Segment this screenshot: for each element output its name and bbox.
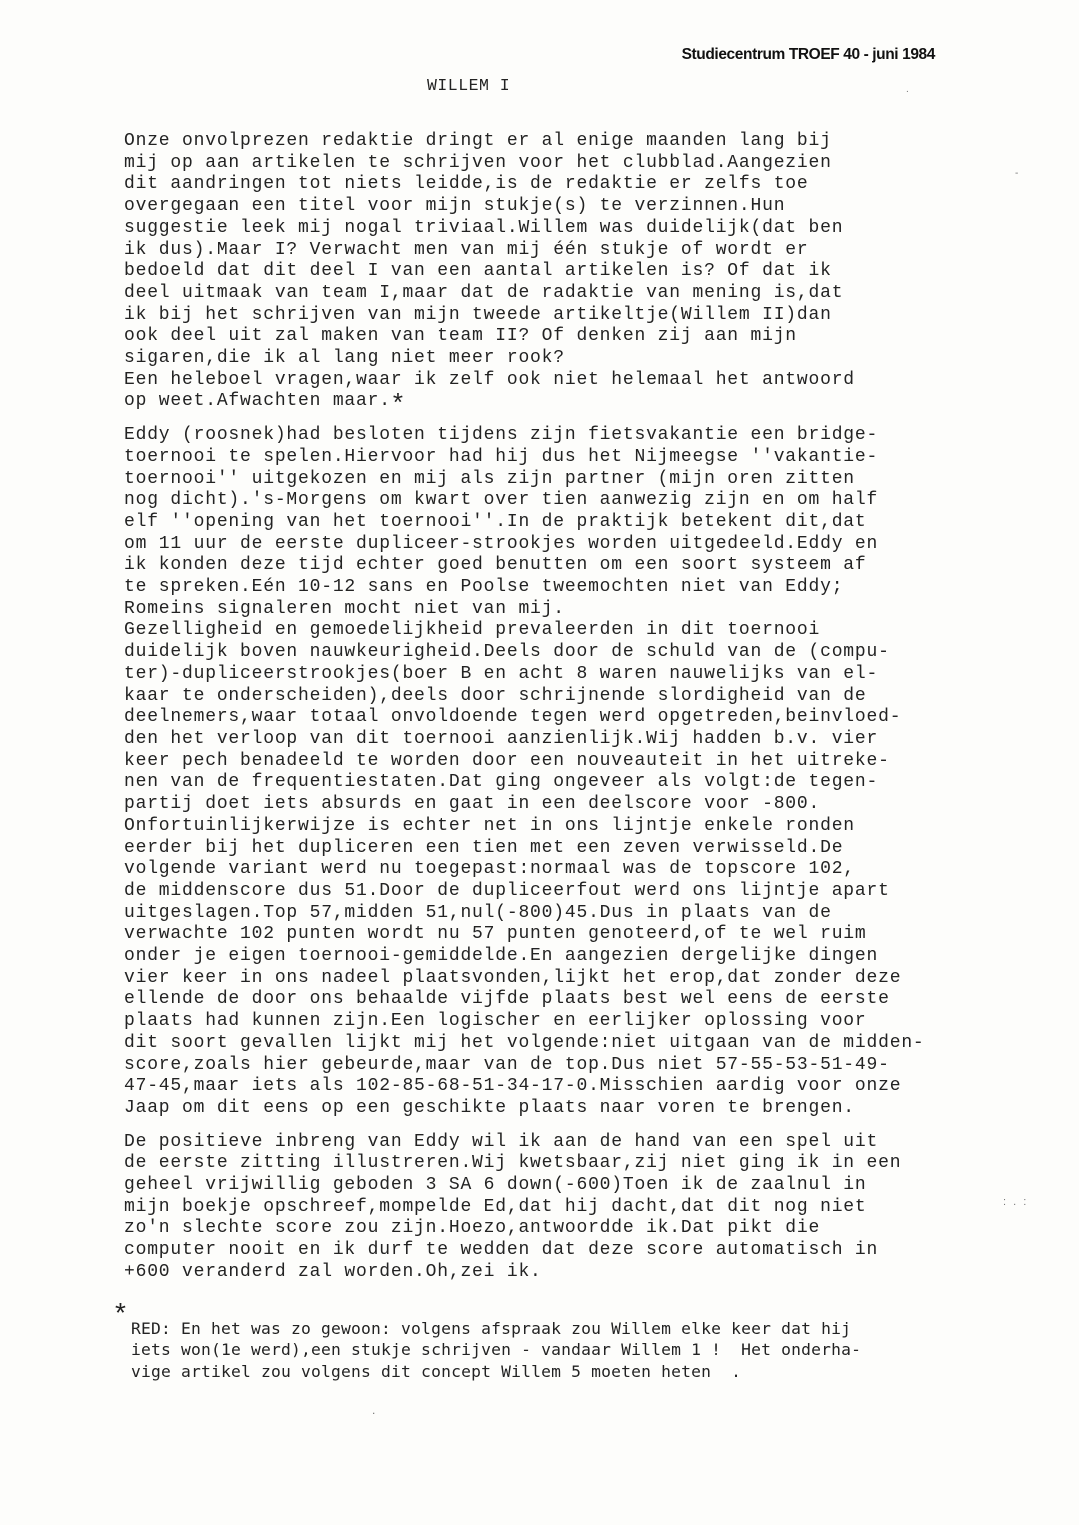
text-line: volgende variant werd nu toegepast:normaal was de topscore 102, <box>124 859 855 880</box>
text-line: deel uitmaak van team I,maar dat de radaktie van mening is,dat <box>124 282 844 303</box>
text-line: ik konden deze tijd echter goed benutten om een soort systeem af <box>124 555 867 576</box>
text-line: verwachte 102 punten wordt nu 57 punten genoteerd,of te wel ruim <box>124 924 867 945</box>
text-line: ellende de door ons behaalde vijfde plaats best wel eens de eerste <box>124 989 890 1010</box>
text-line: Een heleboel vragen,waar ik zelf ook niet helemaal het antwoord <box>124 369 855 390</box>
text-line: de eerste zitting illustreren.Wij kwetsbaar,zij niet ging ik in een <box>124 1153 902 1174</box>
text-line: Jaap om dit eens op een geschikte plaats naar voren te brengen. <box>124 1097 855 1118</box>
text-line: nen van de frequentiestaten.Dat ging ongeveer als volgt:de tegen- <box>124 772 879 793</box>
text-line: toernooi te spelen.Hiervoor had hij dus het Nijmeegse ''vakantie- <box>124 446 879 467</box>
text-line: Gezelligheid en gemoedelijkheid prevaleerden in dit toernooi <box>124 620 821 641</box>
text-line: sigaren,die ik al lang niet meer rook? <box>124 348 565 369</box>
text-line: bedoeld dat dit deel I van een aantal artikelen is? Of dat ik <box>124 261 832 282</box>
text-line: keer pech benadeeld te worden door een nouveauteit in het uitreke- <box>124 750 890 771</box>
paragraph <box>124 131 1064 418</box>
text-line: duidelijk boven nauwkeurigheid.Deels door de schuld van de (compu- <box>124 642 890 663</box>
footnote-marker: * <box>392 387 404 418</box>
note-line: iets won(1e werd),een stukje schrijven - vandaar Willem 1 ! Het onderha- <box>131 1340 862 1360</box>
text-line: de middenscore dus 51.Door de dupliceerfout werd ons lijntje apart <box>124 880 890 901</box>
text-line: partij doet iets absurds en gaat in een deelscore voor -800. <box>124 794 821 815</box>
text-line: De positieve inbreng van Eddy wil ik aan de hand van een spel uit <box>124 1131 879 1152</box>
paragraph-gap <box>124 1120 1064 1132</box>
text-line: score,zoals hier gebeurde,maar van de top.Dus niet 57-55-53-51-49- <box>124 1054 890 1075</box>
text-line: deelnemers,waar totaal onvoldoende tegen werd opgetreden,beinvloed- <box>124 707 902 728</box>
note-line: RED: En het was zo gewoon: volgens afspraak zou Willem elke keer dat hij <box>131 1319 852 1338</box>
speck-mark: : . : <box>1003 1196 1029 1208</box>
text-line: toernooi'' uitgekozen en mij als zijn partner (mijn oren zitten <box>124 468 855 489</box>
text-line: ter)-dupliceerstrookjes(boer B en acht 8 waren nauwelijks van el- <box>124 663 879 684</box>
speck-mark: - <box>1015 168 1019 179</box>
publication-header: Studiecentrum TROEF 40 - juni 1984 <box>681 46 935 63</box>
text-line: elf ''opening van het toernooi''.In de praktijk betekent dit,dat <box>124 511 867 532</box>
note-marker: * <box>115 1297 126 1328</box>
text-line: ik dus).Maar I? Verwacht men van mij één stukje of wordt er <box>124 239 809 260</box>
text-line: te spreken.Eén 10-12 sans en Poolse tweemochten niet van Eddy; <box>124 577 844 598</box>
text-line: den het verloop van dit toernooi aanzienlijk.Wij hadden b.v. vier <box>124 728 879 749</box>
text-line: nog dicht).'s-Morgens om kwart over tien aanwezig zijn en om half <box>124 490 879 511</box>
article-body <box>124 131 1064 1284</box>
text-line: Romeins signaleren mocht niet van mij. <box>124 598 565 619</box>
text-line: plaats had kunnen zijn.Een logischer en eerlijker oplossing voor <box>124 1011 867 1032</box>
text-line: zo'n slechte score zou zijn.Hoezo,antwoordde ik.Dat pikt die <box>124 1218 821 1239</box>
text-line: Onfortuinlijkerwijze is echter net in ons lijntje enkele ronden <box>124 815 855 836</box>
text-line: Eddy (roosnek)had besloten tijdens zijn fietsvakantie een bridge- <box>124 425 879 446</box>
text-line: ik bij het schrijven van mijn tweede artikeltje(Willem II)dan <box>124 304 832 325</box>
text-line: dit aandringen tot niets leidde,is de redaktie er zelfs toe <box>124 174 809 195</box>
text-line: ook deel uit zal maken van team II? Of denken zij aan mijn <box>124 326 797 347</box>
text-line: eerder bij het dupliceren een tien met een zeven verwisseld.De <box>124 837 844 858</box>
paragraph <box>124 425 1064 1120</box>
article-title: WILLEM I <box>427 76 511 95</box>
text-line: Onze onvolprezen redaktie dringt er al enige maanden lang bij <box>124 131 832 151</box>
editor-note <box>131 1318 1031 1382</box>
text-line: kaar te onderscheiden),deels door schrijnende slordigheid van de <box>124 685 867 706</box>
text-line: overgegaan een titel voor mijn stukje(s) te verzinnen.Hun <box>124 196 786 217</box>
speck-mark: . <box>906 84 909 95</box>
paragraph <box>124 1132 1064 1284</box>
text-line: dit soort gevallen lijkt mij het volgende:niet uitgaan van de midden- <box>124 1032 925 1053</box>
text-line: 47-45,maar iets als 102-85-68-51-34-17-0.Misschien aardig voor onze <box>124 1076 902 1097</box>
text-line: mijn boekje opschreef,mompelde Ed,dat hij dacht,dat dit nog niet <box>124 1196 867 1217</box>
speck-mark: . <box>372 1403 376 1417</box>
text-line: +600 veranderd zal worden.Oh,zei ik. <box>124 1261 542 1282</box>
paragraph-gap <box>124 413 1064 425</box>
text-line: mij op aan artikelen te schrijven voor het clubblad.Aangezien <box>124 152 832 173</box>
text-line: suggestie leek mij nogal triviaal.Willem was duidelijk(dat ben <box>124 217 844 238</box>
text-line-content: op weet.Afwachten maar. <box>124 391 391 412</box>
note-line: vige artikel zou volgens dit concept Willem 5 moeten heten . <box>131 1361 742 1381</box>
text-line: onder je eigen toernooi-gemiddelde.En aangezien dergelijke dingen <box>124 946 879 967</box>
text-line: geheel vrijwillig geboden 3 SA 6 down(-600)Toen ik de zaalnul in <box>124 1175 867 1196</box>
text-line <box>124 387 1064 418</box>
text-line: vier keer in ons nadeel plaatsvonden,lijkt het erop,dat zonder deze <box>124 967 902 988</box>
text-line: computer nooit en ik durf te wedden dat deze score automatisch in <box>124 1240 879 1261</box>
text-line: om 11 uur de eerste dupliceer-strookjes worden uitgedeeld.Eddy en <box>124 533 879 554</box>
text-line: uitgeslagen.Top 57,midden 51,nul(-800)45.Dus in plaats van de <box>124 902 832 923</box>
